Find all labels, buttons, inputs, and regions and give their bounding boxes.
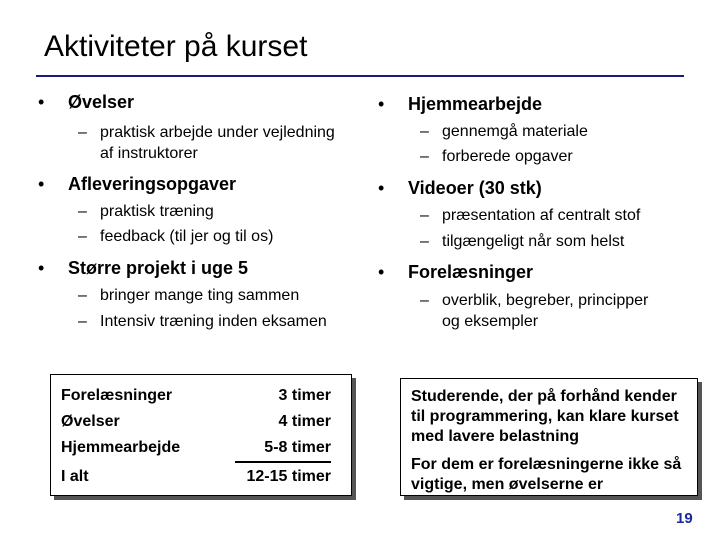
sub-item-text: bringer mange ting sammen (100, 287, 300, 304)
hours-row-value: 3 timer (278, 387, 331, 404)
bullet-label: Forelæsninger (408, 262, 534, 282)
hours-row-value: 4 timer (278, 413, 331, 430)
sub-item (78, 311, 327, 332)
bullet-stoerre-projekt (38, 258, 248, 279)
sub-item (78, 201, 214, 222)
sub-item (420, 146, 573, 167)
sub-item-text-cont: af instruktorer (100, 145, 198, 162)
note-paragraph: Studerende, der på forhånd kender til programmering, kan klare kurset med lavere belastning (411, 388, 679, 445)
page-number: 19 (676, 510, 693, 527)
dash-marker: – (78, 124, 87, 141)
dash-marker: – (420, 207, 429, 224)
bullet-label: Hjemmearbejde (408, 94, 543, 114)
note-box (400, 378, 698, 496)
sub-item (78, 122, 335, 164)
sub-item-text: overblik, begreber, principper (442, 292, 649, 309)
dash-marker: – (420, 233, 429, 250)
bullet-label: Videoer (30 stk) (408, 178, 542, 198)
bullet-marker: • (378, 178, 385, 198)
dash-marker: – (420, 148, 429, 165)
hours-total-value: 12-15 timer (246, 468, 331, 485)
sub-item-text: tilgængeligt når som helst (442, 233, 625, 250)
sub-item-text: præsentation af centralt stof (442, 207, 641, 224)
hours-row-label: Hjemmearbejde (61, 439, 181, 456)
hours-row-label: Forelæsninger (61, 387, 173, 404)
sub-item-text: feedback (til jer og til os) (100, 228, 274, 245)
title-divider (36, 75, 684, 77)
sub-item (78, 285, 299, 306)
sub-item (420, 121, 588, 142)
bullet-marker: • (38, 92, 45, 112)
bullet-label: Øvelser (68, 92, 135, 112)
sub-item (420, 205, 640, 226)
sub-item-text: praktisk arbejde under vejledning (100, 124, 335, 141)
bullet-videoer (378, 178, 542, 199)
bullet-marker: • (38, 174, 45, 194)
sub-item (420, 231, 624, 252)
dash-marker: – (78, 203, 87, 220)
dash-marker: – (78, 228, 87, 245)
slide-title: Aktiviteter på kurset (44, 30, 308, 63)
dash-marker: – (420, 123, 429, 140)
sub-item (420, 290, 648, 332)
dash-marker: – (78, 313, 87, 330)
sub-item-text: forberede opgaver (442, 148, 573, 165)
sub-item-text: praktisk træning (100, 203, 214, 220)
dash-marker: – (420, 292, 429, 309)
dash-marker: – (78, 287, 87, 304)
bullet-label: Større projekt i uge 5 (68, 258, 249, 278)
bullet-ovelser (38, 92, 134, 113)
sub-item (78, 226, 273, 247)
hours-total-label: I alt (61, 468, 89, 485)
sub-item-text: gennemgå materiale (442, 123, 588, 140)
bullet-marker: • (378, 94, 385, 114)
sub-item-text: Intensiv træning inden eksamen (100, 313, 327, 330)
sub-item-text-cont: og eksempler (442, 313, 539, 330)
bullet-hjemmearbejde (378, 94, 542, 115)
bullet-afleveringsopgaver (38, 174, 236, 195)
hours-row-value: 5-8 timer (235, 435, 331, 463)
bullet-forelaesninger (378, 262, 533, 283)
bullet-marker: • (38, 258, 45, 278)
hours-row-label: Øvelser (61, 413, 120, 430)
hours-table (50, 374, 352, 496)
bullet-marker: • (378, 262, 385, 282)
bullet-label: Afleveringsopgaver (68, 174, 237, 194)
note-paragraph: For dem er forelæsningerne ikke så vigtige, men øvelserne er (411, 456, 682, 493)
